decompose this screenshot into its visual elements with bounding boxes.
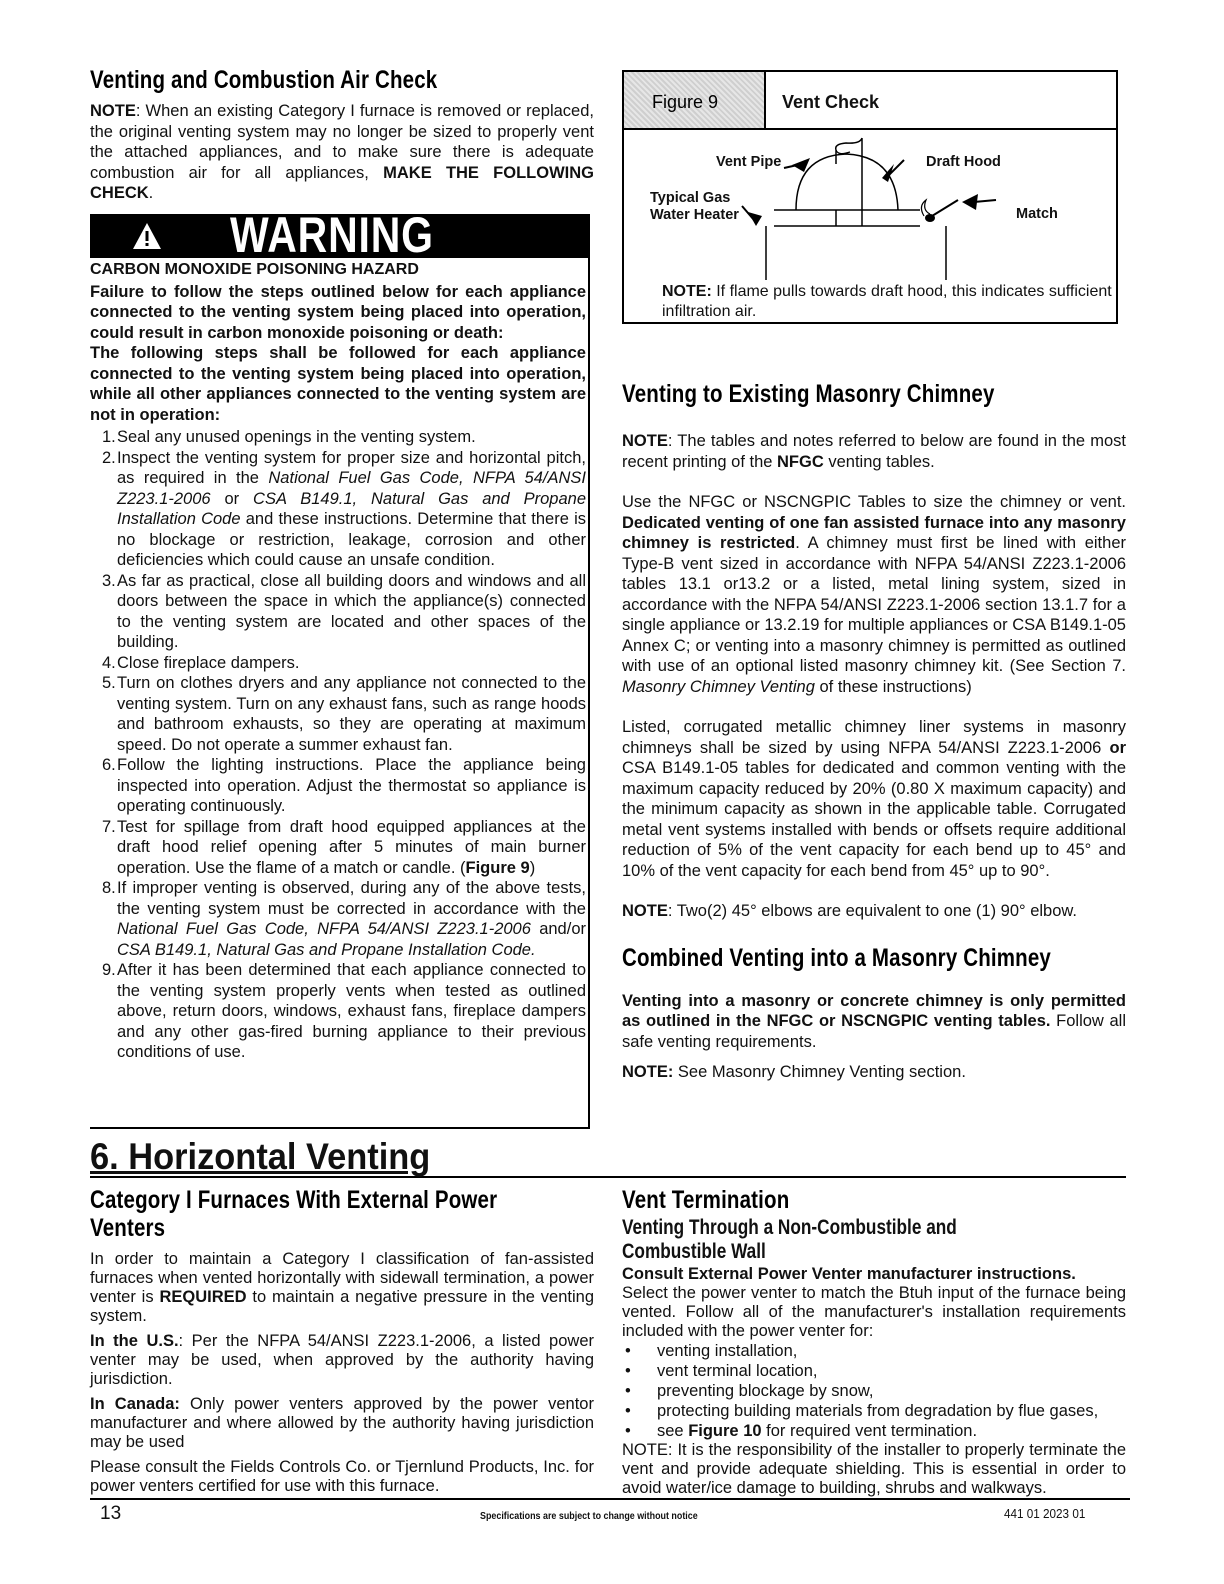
label-match: Match — [1016, 206, 1058, 222]
category-canada: In Canada: Only power venters approved by the power ventor manufacturer and where allowed by the authority having jurisdiction may be used — [90, 1395, 594, 1451]
label-typical-gas: Typical Gas — [650, 190, 731, 206]
page-number: 13 — [100, 1503, 122, 1524]
masonry-note-2: NOTE: Two(2) 45° elbows are equivalent to one (1) 90° elbow. — [622, 902, 1077, 920]
warning-box — [90, 207, 590, 1129]
document-number: 441 01 2023 01 — [1004, 1506, 1086, 1521]
warning-banner — [90, 207, 590, 263]
list-item: 1. Seal any unused openings in the venting system. — [102, 428, 476, 446]
category-section — [90, 1186, 594, 1496]
termination-consult: Consult External Power Venter manufacturer instructions. — [622, 1265, 1076, 1283]
list-item: 7. Test for spillage from draft hood equipped appliances at the draft hood relief opening after 5 minutes of main burner operation. Use the flame of a match or candle. (Figure 9) — [102, 817, 586, 877]
list-item: • see Figure 10 for required vent termination. — [622, 1421, 1126, 1441]
category-heading-line-2: Venters — [90, 1214, 166, 1242]
list-item: 9. After it has been determined that each appliance connected to the venting system properly vents when tested as outlined above, return doors, windows, exhaust fans, fireplace dampers and any other gas-fired burning appliance to their previous conditions of use. — [102, 961, 586, 1061]
label-draft-hood: Draft Hood — [926, 154, 1001, 170]
figure-label-box — [624, 72, 766, 128]
termination-bullets — [622, 1341, 1126, 1441]
figure-title: Vent Check — [782, 92, 880, 112]
masonry-para-1: Use the NFGC or NSCNGPIC Tables to size the chimney or vent. Dedicated venting of one fan assisted furnace into any masonry chimney is restricted. A chimney must first be lined with either Type-B vent sized in accordance with NFPA 54/ANSI Z223.1-2006 tables 13.1 or13.2 or a listed, metal lining system, sized in accordance with the NFPA 54/ANSI Z223.1-2006 section 13.1.7 for a single appliance or 13.2.19 for multiple appliances or CSA B149.1-05 Annex C; or venting into a masonry chimney is permitted as outlined with use of an optional listed masonry chimney kit. (See Section 7. Masonry Chimney Venting of these instructions) — [622, 493, 1126, 696]
category-para-1: In order to maintain a Category I classification of fan-assisted furnaces when vented horizontally with sidewall termination, a power venter is REQUIRED to maintain a negative pressure in the venting system. — [90, 1250, 594, 1325]
footer-rule — [90, 1498, 1130, 1500]
list-item: • protecting building materials from degradation by flue gases, — [622, 1401, 1126, 1421]
list-item: 4. Close fireplace dampers. — [102, 653, 300, 672]
category-us: In the U.S.: Per the NFPA 54/ANSI Z223.1-2006, a listed power venter may be used, when approved by the authority having jurisdiction. — [90, 1332, 595, 1388]
venting-check-note: NOTE: When an existing Category I furnace is removed or replaced, the original venting system may no longer be sized to properly vent the attached appliances, and to make sure there is adequate combustion air for all appliances, MAKE THE FOLLOWING CHECK. — [90, 102, 594, 202]
termination-heading: Vent Termination — [622, 1186, 790, 1214]
warning-title: WARNING — [230, 207, 434, 263]
section-6-heading: 6. Horizontal Venting — [90, 1136, 1126, 1178]
masonry-para-2: Listed, corrugated metallic chimney liner systems in masonry chimneys shall be sized by using NFPA 54/ANSI Z223.1-2006 or CSA B149.1-05 tables for dedicated and common venting with the maximum capacity reduced by 20% (0.80 X maximum capacity) and the minimum capacity as shown in the applicable table. Corrugated metal vent systems installed with bends or offsets require additional reduction of 5% of the vent capacity for each bend up to 45° and 10% of the vent capacity for each bend from 45° up to 90°. — [622, 718, 1126, 880]
list-item: 8. If improper venting is observed, during any of the above tests, the venting system must be corrected in accordance with the National Fuel Gas Code, NFPA 54/ANSI Z223.1-2006 and/or CSA B149.1, Natural Gas and Propane Installation Code. — [102, 879, 586, 959]
warning-steps — [90, 427, 586, 1063]
figure-note: NOTE: If flame pulls towards draft hood, this indicates sufficient infiltration air. — [662, 283, 1112, 320]
termination-note: NOTE: It is the responsibility of the installer to properly terminate the vent and provide adequate shielding. This is essential in order to avoid water/ice damage to building, shrubs and walkways. — [622, 1441, 1126, 1497]
figure-label: Figure 9 — [652, 92, 719, 112]
warning-para-1: Failure to follow the steps outlined below for each appliance connected to the venting system being placed into operation, could result in carbon monoxide poisoning or death: — [90, 282, 586, 342]
combined-para: Venting into a masonry or concrete chimney is only permitted as outlined in the NFGC or NSCNGPIC venting tables. Follow all safe venting requirements. — [622, 991, 1126, 1051]
termination-para: Select the power venter to match the Btuh input of the furnace being vented. Follow all of the manufacturer's installation requirements included with the power venter for: — [622, 1284, 1126, 1340]
masonry-section — [622, 380, 1126, 1083]
list-item: 5. Turn on clothes dryers and any appliance not connected to the venting system. Turn on any exhaust fans, such as range hoods and bathroom exhausts, so they are operating at maximum speed. Do not operate a summer exhaust fan. — [102, 674, 586, 754]
label-vent-pipe: Vent Pipe — [716, 154, 782, 170]
list-item: 3. As far as practical, close all building doors and windows and all doors between the space in which the appliance(s) connected to the venting system are located and other spaces of the building. — [102, 571, 586, 651]
termination-section — [622, 1186, 1126, 1498]
figure-9-vent-check — [622, 70, 1118, 324]
combined-heading: Combined Venting into a Masonry Chimney — [622, 943, 1051, 972]
termination-sub-1: Venting Through a Non-Combustible and — [622, 1216, 957, 1239]
combined-note: NOTE: See Masonry Chimney Venting section. — [622, 1063, 966, 1081]
masonry-note: NOTE: The tables and notes referred to below are found in the most recent printing of the NFGC venting tables. — [622, 432, 1126, 471]
category-para-4: Please consult the Fields Controls Co. or Tjernlund Products, Inc. for power venters certified for use with this furnace. — [90, 1458, 594, 1495]
category-heading-line-1: Category I Furnaces With External Power — [90, 1186, 498, 1214]
list-item: 6. Follow the lighting instructions. Place the appliance being inspected into operation. Adjust the thermostat so appliance is operating continuously. — [102, 756, 586, 815]
list-item: • vent terminal location, — [622, 1361, 1126, 1381]
label-water-heater: Water Heater — [650, 207, 739, 223]
list-item: 2. Inspect the venting system for proper size and horizontal pitch, as required in the National Fuel Gas Code, NFPA 54/ANSI Z223.1-2006 or CSA B149.1, Natural Gas and Propane Installation Code and these instructions. Determine that there is no blockage or restriction, leakage, corrosion and other deficiencies which could cause an unsafe condition. — [102, 448, 587, 569]
warning-para-2: The following steps shall be followed for each appliance connected to the venting system being placed into operation, while all other appliances connected to the venting system are not in operation: — [90, 344, 586, 424]
masonry-heading: Venting to Existing Masonry Chimney — [622, 380, 995, 408]
list-item: • venting installation, — [622, 1341, 1126, 1361]
venting-check-section — [90, 66, 594, 204]
figure-header — [624, 72, 1116, 130]
list-item: • preventing blockage by snow, — [622, 1381, 1126, 1401]
warning-hazard: CARBON MONOXIDE POISONING HAZARD — [90, 261, 419, 278]
warning-triangle-icon — [132, 222, 162, 250]
footer-spec-notice: Specifications are subject to change without notice — [480, 1510, 698, 1522]
termination-sub-2: Combustible Wall — [622, 1240, 766, 1263]
warning-body — [90, 259, 586, 1063]
venting-check-heading: Venting and Combustion Air Check — [90, 66, 438, 94]
